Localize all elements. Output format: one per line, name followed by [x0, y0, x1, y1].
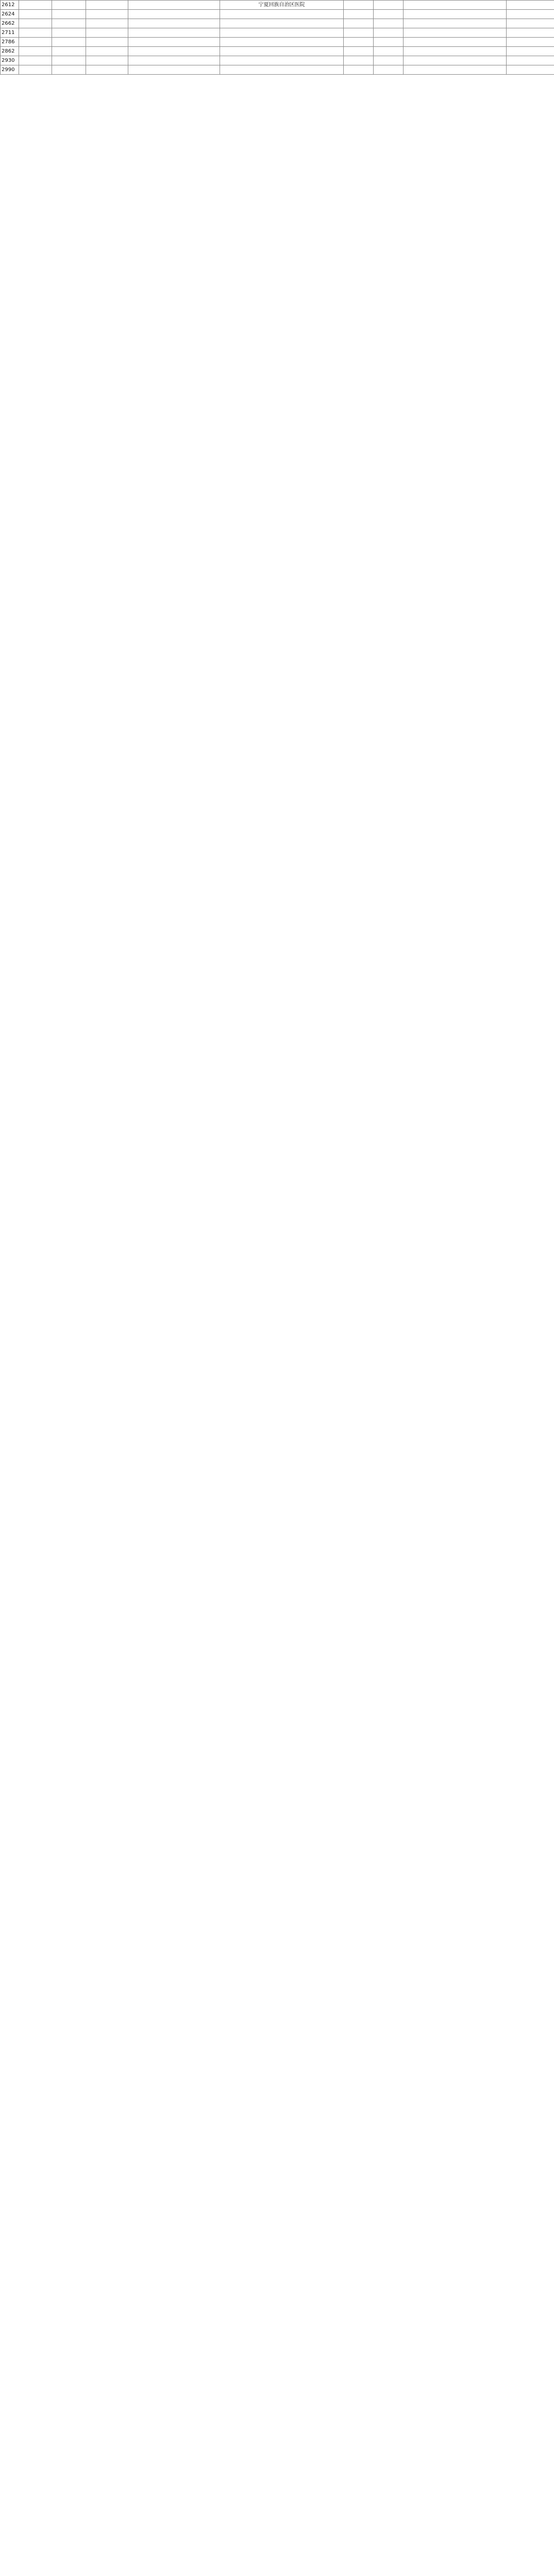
id-number-cell: [128, 10, 220, 19]
township-cell: [52, 10, 86, 19]
organization-cell: [220, 10, 344, 19]
organization-cell: [220, 47, 344, 56]
table-row: [1, 38, 554, 47]
category-cell: [344, 1, 374, 10]
township-cell: [52, 47, 86, 56]
row-number-cell: 2711: [1, 28, 19, 38]
id-number-cell: [128, 65, 220, 75]
name-cell: [86, 1, 128, 10]
amount-cell: [507, 1, 554, 10]
account-number-cell: [404, 65, 507, 75]
amount-cell: [507, 65, 554, 75]
township-cell: [52, 56, 86, 65]
amount-cell: [507, 47, 554, 56]
amount-cell: [507, 56, 554, 65]
township-cell: [52, 65, 86, 75]
amount-cell: [507, 28, 554, 38]
table-row: [1, 65, 554, 75]
payee-cell: [374, 47, 404, 56]
payee-cell: [374, 19, 404, 28]
name-cell: [86, 47, 128, 56]
category-cell: [344, 19, 374, 28]
row-number-cell: 2612: [1, 1, 19, 10]
table-row: [1, 28, 554, 38]
account-number-cell: [404, 19, 507, 28]
account-number-cell: [404, 28, 507, 38]
name-cell: [86, 10, 128, 19]
district-cell: [19, 65, 52, 75]
category-cell: [344, 10, 374, 19]
organization-cell: [220, 56, 344, 65]
organization-cell: [220, 19, 344, 28]
amount-cell: [507, 19, 554, 28]
category-cell: [344, 47, 374, 56]
township-cell: [52, 28, 86, 38]
name-cell: [86, 28, 128, 38]
township-cell: [52, 19, 86, 28]
row-number-cell: 2786: [1, 38, 19, 47]
district-cell: [19, 1, 52, 10]
category-cell: [344, 28, 374, 38]
district-cell: [19, 47, 52, 56]
id-number-cell: [128, 1, 220, 10]
amount-cell: [507, 10, 554, 19]
row-number-cell: 2930: [1, 56, 19, 65]
account-number-cell: [404, 10, 507, 19]
organization-cell: 宁夏回族自治区医院: [220, 1, 344, 10]
id-number-cell: [128, 28, 220, 38]
table-row: [1, 47, 554, 56]
account-number-cell: [404, 38, 507, 47]
table-row: [1, 56, 554, 65]
id-number-cell: [128, 47, 220, 56]
row-number-cell: 2624: [1, 10, 19, 19]
account-number-cell: [404, 47, 507, 56]
payee-cell: [374, 65, 404, 75]
account-number-cell: [404, 56, 507, 65]
district-cell: [19, 19, 52, 28]
organization-cell: [220, 28, 344, 38]
category-cell: [344, 56, 374, 65]
name-cell: [86, 38, 128, 47]
district-cell: [19, 38, 52, 47]
township-cell: [52, 1, 86, 10]
amount-cell: [507, 38, 554, 47]
district-cell: [19, 28, 52, 38]
district-cell: [19, 56, 52, 65]
organization-cell: [220, 65, 344, 75]
payee-cell: [374, 28, 404, 38]
table-row: [1, 1, 554, 10]
roster-body: [1, 1, 554, 75]
payee-cell: [374, 10, 404, 19]
payee-cell: [374, 38, 404, 47]
name-cell: [86, 19, 128, 28]
payee-cell: [374, 56, 404, 65]
category-cell: [344, 65, 374, 75]
organization-cell: [220, 38, 344, 47]
id-number-cell: [128, 19, 220, 28]
district-cell: [19, 10, 52, 19]
table-row: [1, 19, 554, 28]
roster-table: [0, 0, 554, 75]
table-row: [1, 10, 554, 19]
name-cell: [86, 65, 128, 75]
row-number-cell: 2862: [1, 47, 19, 56]
category-cell: [344, 38, 374, 47]
id-number-cell: [128, 38, 220, 47]
payee-cell: [374, 1, 404, 10]
row-number-cell: 2990: [1, 65, 19, 75]
account-number-cell: [404, 1, 507, 10]
township-cell: [52, 38, 86, 47]
name-cell: [86, 56, 128, 65]
row-number-cell: 2662: [1, 19, 19, 28]
id-number-cell: [128, 56, 220, 65]
